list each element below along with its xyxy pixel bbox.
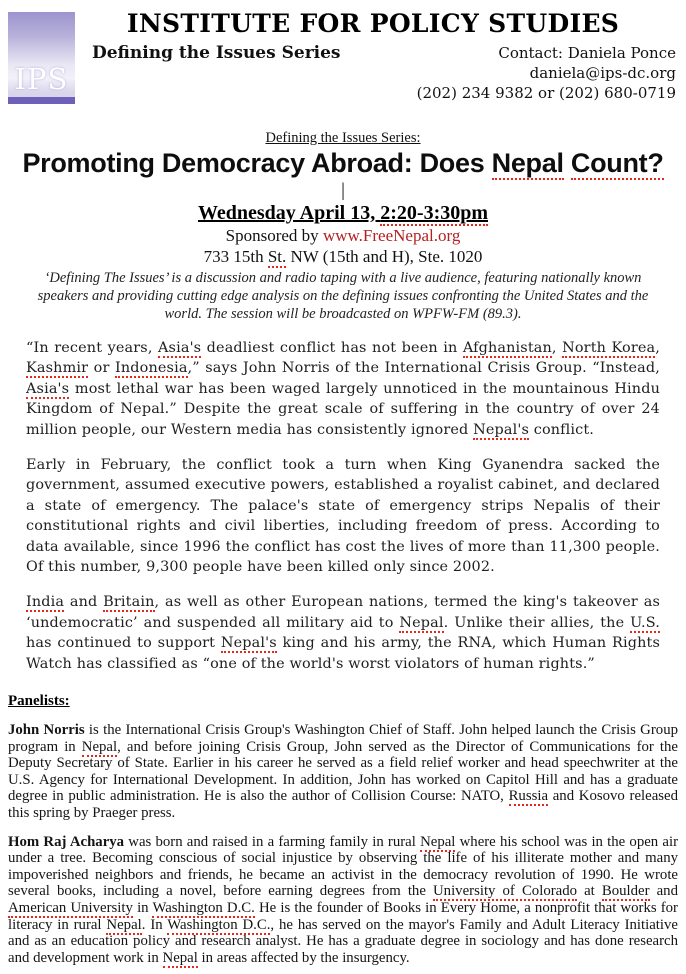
paragraph-conflict-overview xyxy=(26,338,660,440)
text-segment: John Norris xyxy=(8,722,85,739)
panelists-heading: Panelists: xyxy=(8,693,70,710)
contact-phones: (202) 234 9382 or (202) 680-0719 xyxy=(416,84,676,102)
spellcheck-flagged-text: Russia xyxy=(508,788,549,805)
text-segment: , xyxy=(655,340,660,356)
org-title: INSTITUTE FOR POLICY STUDIES xyxy=(126,9,620,38)
spellcheck-flagged-text: Asia's xyxy=(158,340,202,356)
text-segment: . In xyxy=(141,916,168,933)
text-segment: was born and raised in a farming family in rural xyxy=(124,833,421,850)
bio-john-norris xyxy=(8,722,678,822)
contact-name: Contact: Daniela Ponce xyxy=(498,44,676,62)
spellcheck-flagged-text: Nepal's xyxy=(220,635,277,652)
bio-hom-raj-acharya xyxy=(8,834,678,967)
spellcheck-flagged-text: American University xyxy=(8,900,133,917)
text-segment: and Kosovo released this spring by Praeger press. xyxy=(8,788,678,822)
letterhead-row xyxy=(92,43,676,103)
text-segment: deadliest conflict has not been in xyxy=(201,340,463,356)
series-description: ‘Defining The Issues’ is a discussion and radio taping with a live audience, featuring nationally known speakers and providing cutting edge analysis on the defining issues confronting the United States and the world. The session will be broadcasted on WPFW-FM (89.3). xyxy=(37,270,649,322)
text-segment: Early in February, the conflict took a turn when King Gyanendra sacked the government, assumed executive powers, established a royalist cabinet, and declared a state of emergency. The palace's state of emergency strips Nepalis of their constitutional rights and civil liberties, including freedom of press. According to data available, since 1996 the conflict has cost the lives of more than 11,300 people. Of this number, 9,300 people have been killed only since 2002. xyxy=(26,457,660,576)
document-body xyxy=(0,112,686,966)
spellcheck-flagged-text: North Korea xyxy=(562,340,656,356)
spellcheck-flagged-text: India xyxy=(26,594,65,611)
text-segment: in areas affected by the insurgency. xyxy=(197,949,410,966)
ips-logo-text: IPS xyxy=(14,62,69,96)
venue-address xyxy=(0,247,686,267)
text-segment: and xyxy=(649,883,678,900)
series-label: Defining the Issues Series xyxy=(92,43,341,63)
spellcheck-flagged-text: St. xyxy=(267,247,287,266)
text-segment: conflict. xyxy=(529,421,595,438)
text-segment: and xyxy=(64,594,104,611)
spellcheck-flagged-text: Afghanistan xyxy=(462,340,552,356)
text-segment: has continued to support xyxy=(26,635,221,652)
sponsor-line xyxy=(0,226,686,246)
text-segment: Wednesday April 13, xyxy=(197,202,381,224)
spellcheck-flagged-text: University of Colorado xyxy=(432,883,578,900)
spellcheck-flagged-text: Nepal's xyxy=(473,421,530,438)
event-date xyxy=(0,202,686,225)
paragraph-international-response xyxy=(26,592,660,674)
text-segment: Hom Raj Acharya xyxy=(8,833,125,850)
spellcheck-flagged-text: Nepal xyxy=(399,614,444,631)
text-segment: is the International Crisis Group's Washington Chief of Staff. John helped launch the Crisis Group program in xyxy=(8,722,678,755)
spellcheck-flagged-text: Washington D.C. xyxy=(167,916,271,933)
spellcheck-flagged-text: Nepal xyxy=(491,148,564,178)
spellcheck-flagged-text: Britain xyxy=(103,594,155,611)
text-segment: king and his army, the RNA, which Human Rights Watch has classified as “one of the world's worst violators of human rights.” xyxy=(26,635,660,672)
text-segment xyxy=(564,148,571,178)
text-segment: , he has served on the mayor's Family and Adult Literacy Initiative and as an education policy and research analyst. He has a graduate degree in sociology and has done research and development work in xyxy=(8,916,678,966)
contact-email[interactable]: daniela@ips-dc.org xyxy=(529,64,676,82)
letterhead xyxy=(0,0,686,112)
spellcheck-flagged-text: Count? xyxy=(570,148,664,178)
spellcheck-flagged-text: Nepal xyxy=(420,833,456,850)
sponsor-link[interactable]: www.FreeNepal.org xyxy=(322,226,461,245)
text-segment: 733 15th xyxy=(203,247,268,266)
spellcheck-flagged-text: Asia's xyxy=(26,380,70,397)
paragraph-king-takeover xyxy=(26,455,660,577)
text-segment: , and before joining Crisis Group, John served as the Director of Communications for the Deputy Secretary of State. Earlier in his career he served as a field relief worker and head speechwriter at the U.S. Agency for International Development. In addition, John has worked on Capitol Hill and has a graduate degree in public administration. He is also the author of Collision Course: NATO, xyxy=(8,738,678,805)
text-segment: most lethal war has been waged largely unnoticed in the mountainous Hindu Kingdom of Nepal.” Despite the great scale of suffering in the country of over 24 million people, our Western media has consistently ignored xyxy=(26,380,660,438)
spellcheck-flagged-text: Kashmir xyxy=(26,360,89,377)
sponsor-prefix: Sponsored by xyxy=(225,226,323,245)
text-segment: , as well as other European nations, termed the king's takeover as ‘undemocratic’ and suspended all military aid to xyxy=(26,594,660,631)
spellcheck-flagged-text: Nepal xyxy=(162,949,198,966)
text-segment: at xyxy=(577,883,602,900)
contact-block xyxy=(417,43,676,103)
text-segment: . Unlike their allies, the xyxy=(443,614,631,631)
ips-logo xyxy=(8,12,75,104)
text-segment: “In recent years, xyxy=(26,340,159,356)
text-segment: , xyxy=(551,340,563,356)
spellcheck-flagged-text: Boulder xyxy=(601,883,650,900)
text-segment: where his school was in the open air under a tree. Becoming conscious of social injustice by observing the life of his illiterate mother and many impoverished neighbors and friends, he became an activist in the democracy revolution of 1990. He wrote several books, including a novel, before earning degrees from the xyxy=(8,833,678,900)
event-series-line: Defining the Issues Series: xyxy=(265,130,421,146)
spellcheck-flagged-text: Indonesia xyxy=(115,360,188,377)
text-segment: Promoting Democracy Abroad: Does xyxy=(22,148,492,178)
divider-bar: | xyxy=(341,180,345,201)
spellcheck-flagged-text: U.S. xyxy=(630,614,660,631)
text-segment: ,” says John Norris of the International Crisis Group. “Instead, xyxy=(187,360,660,377)
spellcheck-flagged-text: Nepal xyxy=(106,916,142,933)
text-segment: or xyxy=(88,360,116,377)
spellcheck-flagged-text: Nepal xyxy=(81,738,118,755)
spellcheck-flagged-text: Washington D.C. xyxy=(152,900,255,917)
text-segment: He is the founder of Books in Every Home, a nonprofit that works for literacy in rural xyxy=(8,900,678,933)
event-title xyxy=(6,148,680,179)
text-segment: NW (15th and H), Ste. 1020 xyxy=(286,247,483,266)
text-segment: in xyxy=(132,900,153,917)
spellcheck-flagged-text: 2:20-3:30pm xyxy=(380,202,489,224)
